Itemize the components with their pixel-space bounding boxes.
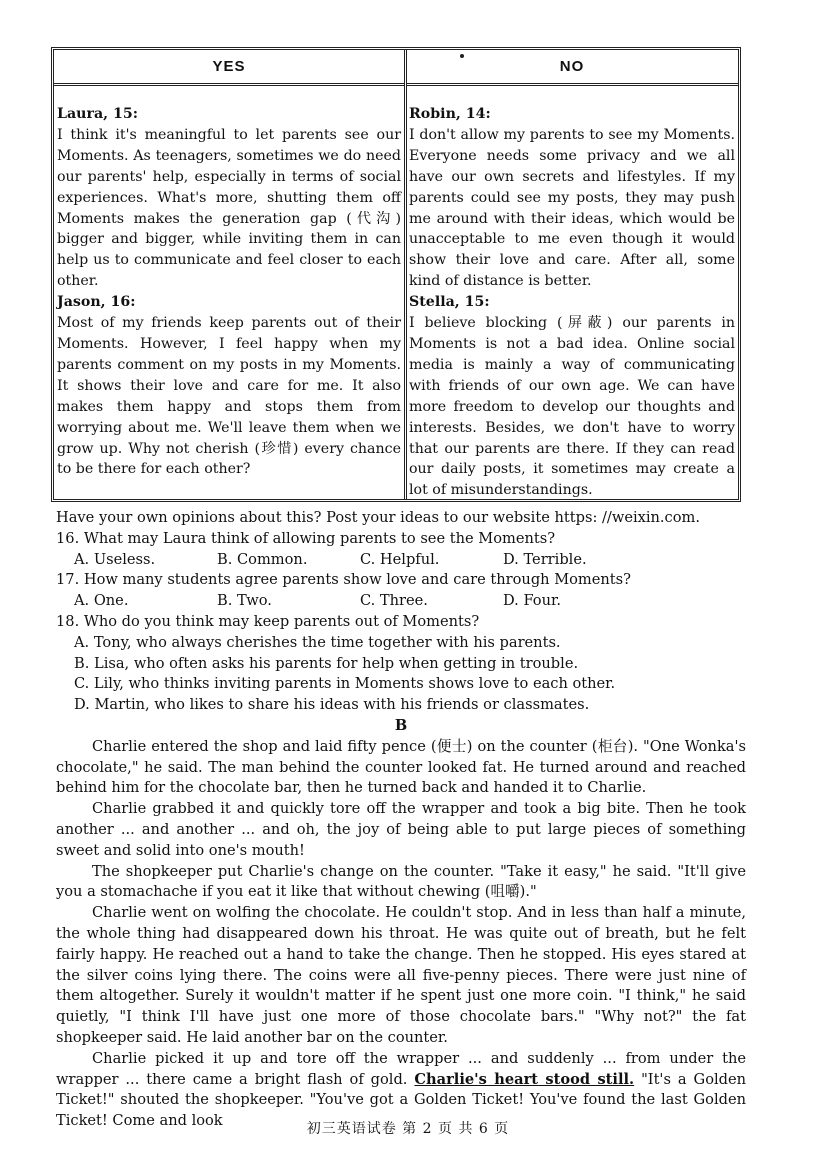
question-16 xyxy=(56,529,746,571)
option-d[interactable]: D. Martin, who likes to share his ideas with his friends or classmates. xyxy=(74,696,590,714)
no-header: NO xyxy=(406,50,738,86)
opinion-text: I think it's meaningful to let parents see our Moments. As teenagers, sometimes we do need our parents' help, especially in terms of social experiences. What's more, shutting them off Moments makes the generation gap (代沟) bigger and bigger, while inviting them in can help us to communicate and feel closer to each other. xyxy=(57,126,401,290)
opinion-laura xyxy=(57,104,401,292)
intro-line: Have your own opinions about this? Post your ideas to our website https: //weixin.com. xyxy=(56,509,700,526)
passage-paragraph-3: The shopkeeper put Charlie's change on the counter. "Take it easy," he said. "It'll give you a stomachache if you eat it like that without chewing (咀嚼)." xyxy=(56,862,746,901)
option-d[interactable]: D. Four. xyxy=(503,592,561,610)
opinion-text: I believe blocking (屏蔽) our parents in Moments is not a bad idea. Online social media is mainly a way of communicating with friends of our own age. We can have more freedom to develop our thoughts and interests. Besides, we don't have to worry that our parents are there. If they can read our daily posts, it sometimes may create a lot of misunderstandings. xyxy=(409,315,735,499)
question-18 xyxy=(56,612,746,716)
page-footer: 初三英语试卷 第 2 页 共 6 页 xyxy=(306,1121,510,1137)
option-a[interactable]: A. Tony, who always cherishes the time together with his parents. xyxy=(74,633,561,651)
student-name: Stella, 15: xyxy=(409,294,490,311)
question-17 xyxy=(56,570,746,612)
opinion-text: I don't allow my parents to see my Moments. Everyone needs some privacy and we all have our own secrets and lifestyles. If my parents could see my posts, they may push me around with their ideas, which would be unacceptable to me even though it would show their love and care. After all, some kind of distance is better. xyxy=(409,126,735,290)
questions-and-reading xyxy=(56,508,746,1132)
option-a[interactable]: A. One. xyxy=(74,592,129,610)
paragraph-5-highlight: Charlie's heart stood still. xyxy=(414,1070,635,1088)
yes-cell xyxy=(54,86,404,480)
option-c[interactable]: C. Three. xyxy=(360,592,428,610)
no-column xyxy=(406,50,738,499)
passage-paragraph-2: Charlie grabbed it and quickly tore off the wrapper and took a big bite. Then he took another ... and another ... and oh, the joy of being able to put large pieces of something sweet and solid into one's mouth! xyxy=(56,800,746,859)
opinion-text: Most of my friends keep parents out of their Moments. However, I feel happy when my parents comment on my posts in my Moments. It shows their love and care for me. It also makes them happy and stops them from worrying about me. We'll leave them when we grow up. Why not cherish (珍惜) every chance to be there for each other? xyxy=(57,315,401,478)
option-d[interactable]: D. Terrible. xyxy=(503,550,587,568)
student-name: Laura, 15: xyxy=(57,106,139,122)
paragraph-5-start: Charlie picked it up and tore off the wrapper ... and suddenly ... from under the wrapper ... there came a bright flash of gold. xyxy=(56,1049,746,1088)
paragraph-5-end: "It's a Golden Ticket!" shouted the shopkeeper. "You've got a Golden Ticket! You've found the last Golden Ticket! Come and look xyxy=(56,1070,747,1130)
passage-paragraph-1: Charlie entered the shop and laid fifty pence (便士) on the counter (柜台). "One Wonka's chocolate," he said. The man behind the counter looked fat. He turned around and reached behind him for the chocolate bar, then he turned back and handed it to Charlie. xyxy=(56,737,746,797)
option-c[interactable]: C. Helpful. xyxy=(360,550,440,568)
question-stem: 16. What may Laura think of allowing parents to see the Moments? xyxy=(56,529,556,547)
option-b[interactable]: B. Two. xyxy=(217,592,272,610)
scan-dot xyxy=(460,54,464,58)
student-name: Jason, 16: xyxy=(57,294,136,311)
option-a[interactable]: A. Useless. xyxy=(74,550,156,568)
question-stem: 17. How many students agree parents show love and care through Moments? xyxy=(56,571,631,589)
option-b[interactable]: B. Lisa, who often asks his parents for help when getting in trouble. xyxy=(74,654,579,672)
section-b-title: B xyxy=(394,716,408,734)
option-c[interactable]: C. Lily, who thinks inviting parents in Moments shows love to each other. xyxy=(74,675,616,693)
opinion-robin xyxy=(409,104,735,292)
opinion-table xyxy=(51,47,741,502)
option-b[interactable]: B. Common. xyxy=(217,550,308,568)
student-name: Robin, 14: xyxy=(409,106,491,122)
yes-column xyxy=(54,50,407,499)
question-stem: 18. Who do you think may keep parents out of Moments? xyxy=(56,612,480,630)
no-cell xyxy=(406,86,738,501)
opinion-stella xyxy=(409,292,735,501)
passage-paragraph-4: Charlie went on wolfing the chocolate. He couldn't stop. And in less than half a minute, the whole thing had disappeared down his throat. He was quite out of breath, but he felt fairly happy. He reached out a hand to take the change. Then he stopped. His eyes stared at the silver coins lying there. The coins were all five-penny pieces. There were just nine of them altogether. Surely it wouldn't matter if he spent just one more coin. "I think," he said quietly, "I think I'll have just one more of those chocolate bars." "Why not?" the fat shopkeeper said. He laid another bar on the counter. xyxy=(56,904,746,1046)
yes-header: YES xyxy=(54,50,404,86)
opinion-jason xyxy=(57,292,401,480)
